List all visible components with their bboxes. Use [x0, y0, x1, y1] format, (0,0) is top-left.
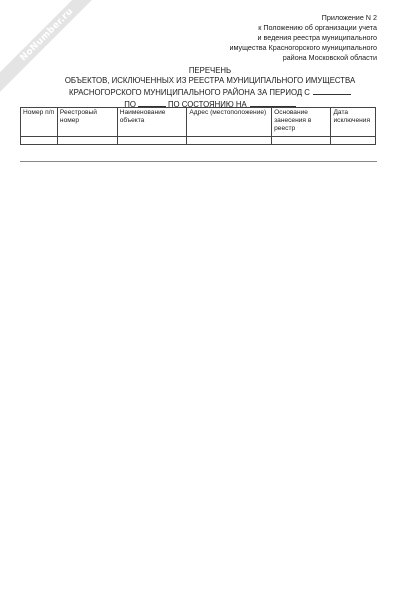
- heading-line-2: [20, 86, 400, 98]
- header-basis: Основание занесения в реестр: [272, 108, 331, 137]
- appendix-note: [157, 13, 377, 63]
- table-cell: [117, 137, 187, 145]
- appendix-line: и ведения реестра муниципального: [257, 33, 377, 42]
- page-divider: [20, 161, 377, 162]
- document-title: ПЕРЕЧЕНЬ: [188, 66, 232, 75]
- header-address: Адрес (местоположение): [187, 108, 272, 137]
- as-of-date-blank: [250, 98, 296, 107]
- period-end-blank: [138, 98, 166, 107]
- appendix-title: Приложение N 2: [321, 13, 377, 22]
- table-cell: [331, 137, 376, 145]
- header-exclusion-date: Дата исключения: [331, 108, 376, 137]
- header-number: Номер п/п: [21, 108, 58, 137]
- as-of-label: ПО СОСТОЯНИЮ НА: [167, 100, 247, 109]
- document-heading: [20, 66, 400, 110]
- table-cell: [21, 137, 58, 145]
- appendix-line: к Положению об организации учета: [258, 23, 377, 32]
- appendix-line: района Московской области: [282, 53, 377, 62]
- excluded-objects-table: [20, 107, 376, 145]
- period-start-blank: [313, 86, 351, 95]
- table-header-row: [21, 108, 376, 137]
- header-registry-number: Реестровый номер: [57, 108, 117, 137]
- watermark-banner: NoNumber.ru: [0, 0, 110, 107]
- table-cell: [57, 137, 117, 145]
- period-to-label: ПО: [124, 100, 136, 109]
- header-object-name: Наименование объекта: [117, 108, 187, 137]
- table-row: [21, 137, 376, 145]
- table-cell: [272, 137, 331, 145]
- appendix-line: имущества Красногорского муниципального: [229, 43, 377, 52]
- table-cell: [187, 137, 272, 145]
- heading-line-2-text: КРАСНОГОРСКОГО МУНИЦИПАЛЬНОГО РАЙОНА ЗА ПЕРИОД С: [69, 88, 310, 97]
- heading-line-1: ОБЪЕКТОВ, ИСКЛЮЧЕННЫХ ИЗ РЕЕСТРА МУНИЦИПАЛЬНОГО ИМУЩЕСТВА: [64, 76, 356, 85]
